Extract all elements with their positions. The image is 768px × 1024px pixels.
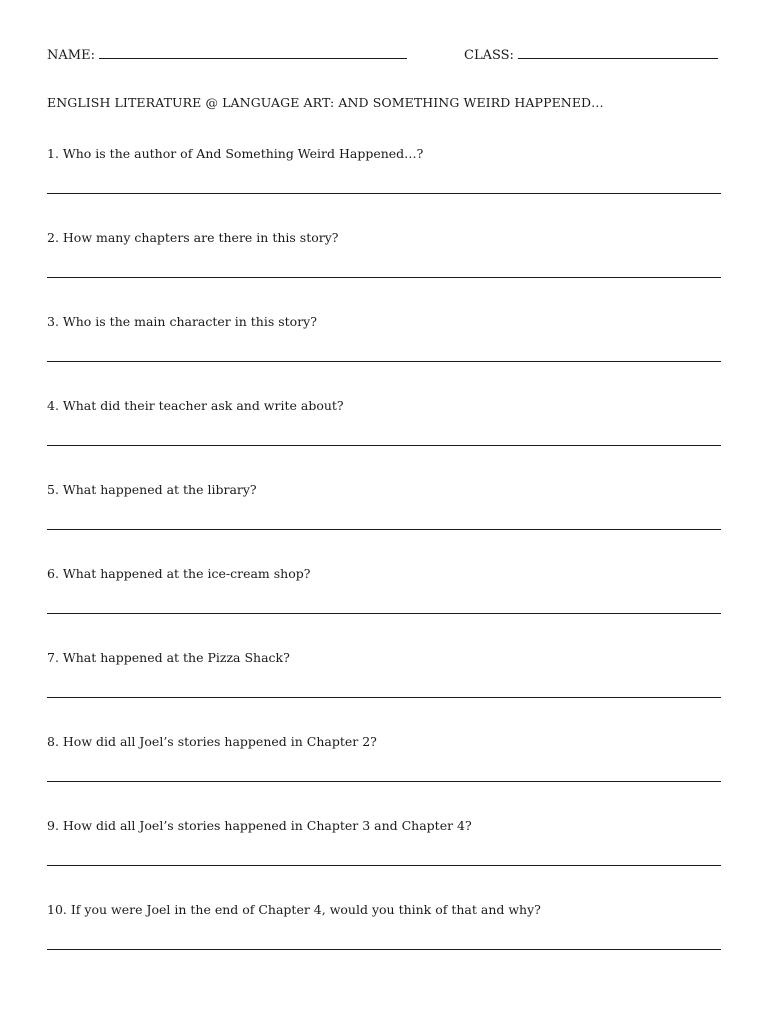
name-label: NAME: bbox=[47, 48, 95, 63]
answer-line-10[interactable] bbox=[47, 949, 721, 950]
question-1: 1. Who is the author of And Something Weird Happened…? bbox=[47, 146, 424, 161]
answer-line-3[interactable] bbox=[47, 361, 721, 362]
answer-line-9[interactable] bbox=[47, 865, 721, 866]
question-2: 2. How many chapters are there in this story? bbox=[47, 230, 339, 245]
question-4: 4. What did their teacher ask and write about? bbox=[47, 398, 344, 413]
class-field-row bbox=[464, 44, 718, 64]
name-blank-line[interactable] bbox=[99, 44, 407, 59]
question-5: 5. What happened at the library? bbox=[47, 482, 257, 497]
name-field-row bbox=[47, 44, 407, 64]
answer-line-4[interactable] bbox=[47, 445, 721, 446]
question-10: 10. If you were Joel in the end of Chapter 4, would you think of that and why? bbox=[47, 902, 541, 917]
answer-line-6[interactable] bbox=[47, 613, 721, 614]
answer-line-7[interactable] bbox=[47, 697, 721, 698]
class-label: CLASS: bbox=[464, 48, 514, 63]
worksheet-title: ENGLISH LITERATURE @ LANGUAGE ART: AND SOMETHING WEIRD HAPPENED… bbox=[47, 95, 604, 110]
answer-line-1[interactable] bbox=[47, 193, 721, 194]
answer-line-8[interactable] bbox=[47, 781, 721, 782]
question-9: 9. How did all Joel’s stories happened in Chapter 3 and Chapter 4? bbox=[47, 818, 472, 833]
question-3: 3. Who is the main character in this story? bbox=[47, 314, 317, 329]
answer-line-2[interactable] bbox=[47, 277, 721, 278]
question-6: 6. What happened at the ice-cream shop? bbox=[47, 566, 311, 581]
class-blank-line[interactable] bbox=[518, 44, 718, 59]
answer-line-5[interactable] bbox=[47, 529, 721, 530]
question-7: 7. What happened at the Pizza Shack? bbox=[47, 650, 290, 665]
question-8: 8. How did all Joel’s stories happened in Chapter 2? bbox=[47, 734, 377, 749]
